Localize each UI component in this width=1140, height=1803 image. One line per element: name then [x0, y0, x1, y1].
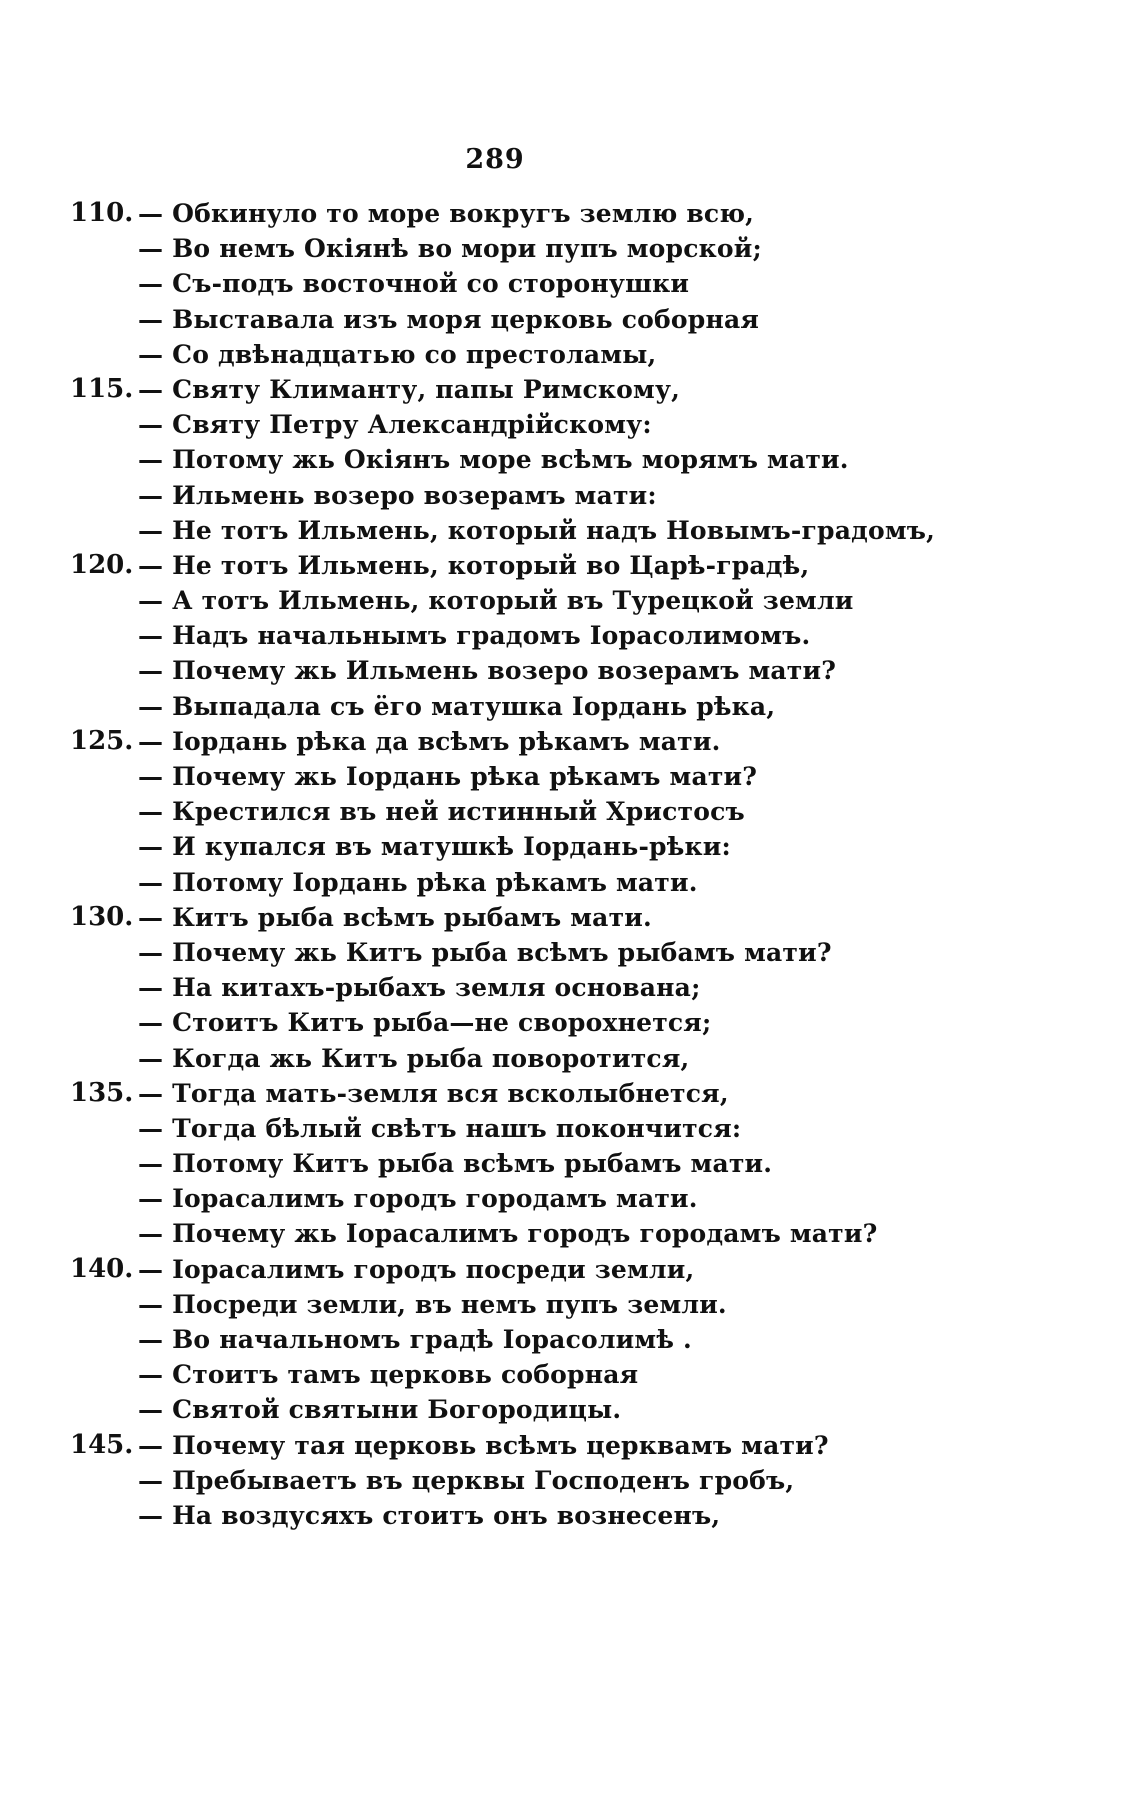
verse-line	[0, 266, 1140, 301]
verse-number: 145.	[70, 1429, 134, 1460]
verse-line	[0, 1111, 1140, 1146]
verse-number: 115.	[70, 373, 134, 404]
verse-line	[0, 548, 1140, 583]
verse-line	[0, 724, 1140, 759]
verse-number: 125.	[70, 725, 134, 756]
verse-list	[0, 196, 1140, 1533]
verse-line	[0, 1287, 1140, 1322]
verse-line	[0, 794, 1140, 829]
verse-line	[0, 970, 1140, 1005]
verse-text: — Крестился въ ней истинный Христосъ	[138, 797, 745, 827]
verse-line	[0, 759, 1140, 794]
verse-text: — Почему жь Іордань рѣка рѣкамъ мати?	[138, 762, 758, 791]
verse-text: — Ильмень возеро возерамъ мати:	[138, 480, 657, 510]
verse-number: 110.	[70, 198, 134, 228]
verse-line	[0, 442, 1140, 477]
verse-text: — Почему жь Ильмень возеро возерамъ мати?	[138, 656, 837, 686]
verse-text: — Выпадала съ ёго матушка Іордань рѣка,	[138, 691, 776, 721]
verse-text: — Во немъ Окіянѣ во мори пупъ морской;	[138, 234, 762, 264]
verse-line	[0, 618, 1140, 653]
verse-line	[0, 829, 1140, 864]
verse-text: — Обкинуло то море вокругъ землю всю,	[138, 199, 755, 228]
verse-line	[0, 1357, 1140, 1392]
verse-line	[0, 653, 1140, 688]
verse-text: — Не тотъ Ильмень, который во Царѣ-градѣ,	[138, 550, 810, 580]
verse-text: — А тотъ Ильмень, который въ Турецкой земли	[138, 586, 854, 616]
verse-number: 140.	[70, 1253, 134, 1284]
verse-line	[0, 1392, 1140, 1427]
verse-line	[0, 1146, 1140, 1181]
verse-text: — Не тотъ Ильмень, который надъ Новымъ-градомъ,	[138, 515, 936, 545]
verse-line	[0, 1463, 1140, 1498]
verse-line	[0, 935, 1140, 970]
verse-text: — Посреди земли, въ немъ пупъ земли.	[138, 1289, 727, 1319]
verse-text: — Стоитъ Китъ рыба—не сворохнется;	[138, 1008, 712, 1038]
verse-text: — Тогда бѣлый свѣтъ нашъ покончится:	[138, 1113, 742, 1143]
verse-line	[0, 583, 1140, 618]
verse-text: — Потому жь Окіянъ море всѣмъ морямъ мати.	[138, 445, 849, 475]
verse-line	[0, 231, 1140, 266]
verse-text: — И купался въ матушкѣ Іордань-рѣки:	[138, 832, 731, 862]
verse-text: — Пребываетъ въ церквы Господенъ гробъ,	[138, 1465, 795, 1495]
verse-text: — Во начальномъ градѣ Іорасолимѣ .	[138, 1325, 692, 1354]
verse-line	[0, 1322, 1140, 1357]
verse-line	[0, 337, 1140, 372]
verse-text: — Іорасалимъ городъ посреди земли,	[138, 1254, 695, 1284]
verse-line	[0, 302, 1140, 337]
verse-text: — Почему жь Іорасалимъ городъ городамъ мати?	[138, 1219, 878, 1249]
verse-line	[0, 196, 1140, 231]
verse-line	[0, 372, 1140, 407]
verse-text: — Китъ рыба всѣмъ рыбамъ мати.	[138, 902, 652, 932]
verse-line	[0, 1076, 1140, 1111]
verse-text: — На китахъ-рыбахъ земля основана;	[138, 973, 701, 1003]
verse-text: — Надъ начальнымъ градомъ Іорасолимомъ.	[138, 621, 811, 651]
verse-line	[0, 689, 1140, 724]
verse-number: 130.	[70, 901, 134, 932]
verse-number: 120.	[70, 549, 134, 580]
verse-line	[0, 1181, 1140, 1216]
verse-text: — Іорасалимъ городъ городамъ мати.	[138, 1184, 698, 1214]
verse-text: — Тогда мать-земля вся всколыбнется,	[138, 1078, 729, 1108]
verse-text: — Потому Китъ рыба всѣмъ рыбамъ мати.	[138, 1149, 773, 1179]
verse-line	[0, 1041, 1140, 1076]
page-number: 289	[465, 144, 525, 175]
verse-text: — Святу Петру Александрійскому:	[138, 410, 652, 440]
verse-text: — Съ-подъ восточной со сторонушки	[138, 269, 690, 299]
verse-line	[0, 478, 1140, 513]
verse-text: — Когда жь Китъ рыба поворотится,	[138, 1043, 690, 1073]
verse-text: — Стоитъ тамъ церковь соборная	[138, 1360, 639, 1390]
verse-line	[0, 513, 1140, 548]
verse-line	[0, 407, 1140, 442]
verse-line	[0, 900, 1140, 935]
verse-text: — На воздусяхъ стоитъ онъ вознесенъ,	[138, 1500, 721, 1530]
verse-text: — Святой святыни Богородицы.	[138, 1395, 622, 1425]
verse-line	[0, 1252, 1140, 1287]
verse-text: — Потому Іордань рѣка рѣкамъ мати.	[138, 867, 698, 897]
verse-text: — Выставала изъ моря церковь соборная	[138, 304, 760, 334]
verse-text: — Іордань рѣка да всѣмъ рѣкамъ мати.	[138, 726, 721, 756]
verse-line	[0, 1216, 1140, 1251]
verse-text: — Святу Климанту, папы Римскому,	[138, 374, 681, 404]
verse-line	[0, 1428, 1140, 1463]
verse-line	[0, 1498, 1140, 1533]
verse-text: — Почему жь Китъ рыба всѣмъ рыбамъ мати?	[138, 937, 832, 967]
verse-line	[0, 1005, 1140, 1040]
verse-line	[0, 865, 1140, 900]
verse-text: — Со двѣнадцатью со престоламы,	[138, 339, 657, 369]
verse-number: 135.	[70, 1077, 134, 1108]
verse-text: — Почему тая церковь всѣмъ церквамъ мати?	[138, 1430, 829, 1460]
